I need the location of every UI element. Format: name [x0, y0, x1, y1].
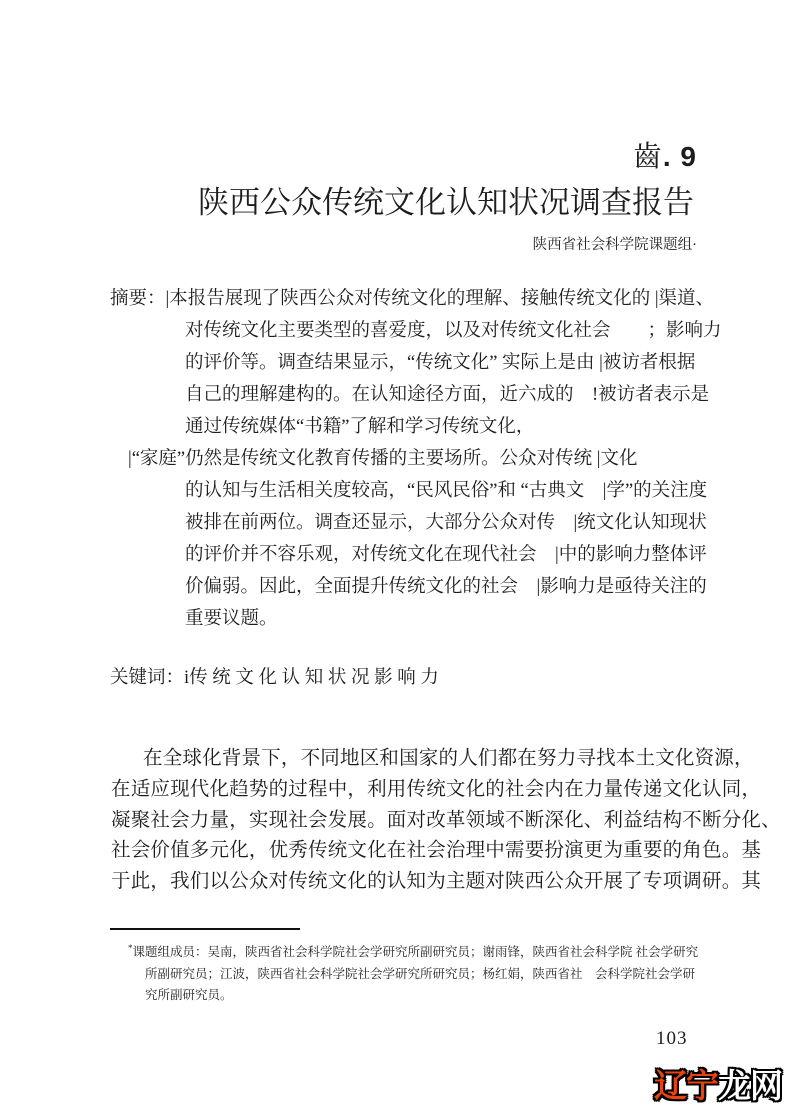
footnote-line: 所副研究员；江波，陕西省社会科学院社会学研究所研究员；杨红娟，陕西省社 会科学院社会学研: [145, 966, 696, 981]
report-title: 陕西公众传统文化认知状况调查报告: [198, 185, 694, 220]
author-byline: 陕西省社会科学院课题组·: [532, 237, 697, 253]
watermark-part1: 辽宁: [654, 1066, 718, 1105]
body-line: 于此，我们以公众对传统文化的认知为主题对陕西公众开展了专项调研。其: [111, 871, 762, 893]
footnote-divider: [110, 928, 300, 930]
body-line: 凝聚社会力量，实现社会发展。面对改革领域不断深化、利益结构不断分化、: [111, 809, 781, 831]
abstract-line: |“家庭”仍然是传统文化教育传播的主要场所。公众对传统 |文化: [128, 449, 638, 469]
chapter-marker: [633, 134, 697, 175]
abstract-line: 价偏弱。因此，全面提升传统文化的社会 |影响力是亟待关注的: [185, 577, 707, 597]
abstract-line: 对传统文化主要类型的喜爱度，以及对传统文化社会 ；影响力: [185, 321, 722, 341]
body-line: 社会价值多元化，优秀传统文化在社会治理中需要扮演更为重要的角色。基: [111, 840, 762, 862]
chapter-number: . 9: [662, 141, 697, 172]
keywords-text: i传 统 文 化 认 知 状 况 影 响 力: [184, 668, 439, 688]
keywords-line: [110, 662, 439, 694]
body-paragraph: [111, 744, 781, 898]
footnote-marker: *: [128, 943, 133, 953]
abstract-line: 通过传统媒体“书籍”了解和学习传统文化，: [185, 417, 535, 437]
abstract-line: 的评价等。调查结果显示，“传统文化” 实际上是由 |被访者根据: [185, 353, 696, 373]
footnote-line: 究所副研究员。: [145, 988, 233, 1003]
body-line: 在适应现代化趋势的过程中，利用传统文化的社会内在力量传递文化认同，: [111, 778, 762, 800]
site-watermark-logo: [654, 1068, 782, 1104]
abstract-line: [110, 283, 792, 315]
abstract-label: 摘要：: [110, 289, 166, 309]
footnote-section: [128, 938, 728, 1007]
keywords-label: 关键词：: [110, 668, 185, 688]
abstract-line: 被排在前两位。调查还显示，大部分公众对传 |统文化认知现状: [185, 513, 707, 533]
abstract-line: 自己的理解建构的。在认知途径方面，近六成的 !被访者表示是: [185, 385, 710, 405]
watermark-part2: 龙网: [718, 1066, 782, 1105]
abstract-line: 的评价并不容乐观，对传统文化在现代社会 |中的影响力整体评: [185, 545, 707, 565]
footnote-text: 课题组成员：吴南，陕西省社会科学院社会学研究所副研究员；谢雨锋，陕西省社会科学院 社会学研究: [132, 945, 699, 960]
abstract-line: 的认知与生活相关度较高，“民风民俗”和 “古典文 |学”的关注度: [185, 481, 708, 501]
abstract-section: [0, 283, 792, 635]
chapter-character: 齒: [632, 141, 663, 173]
footnote-line: [128, 938, 728, 964]
abstract-text: |本报告展现了陕西公众对传统文化的理解、接触传统文化的 |渠道、: [165, 289, 715, 309]
page-number: 103: [656, 1028, 688, 1049]
abstract-line: 重要议题。: [185, 609, 278, 629]
body-line: 在全球化背景下，不同地区和国家的人们都在努力寻找本土文化资源，: [143, 748, 754, 769]
